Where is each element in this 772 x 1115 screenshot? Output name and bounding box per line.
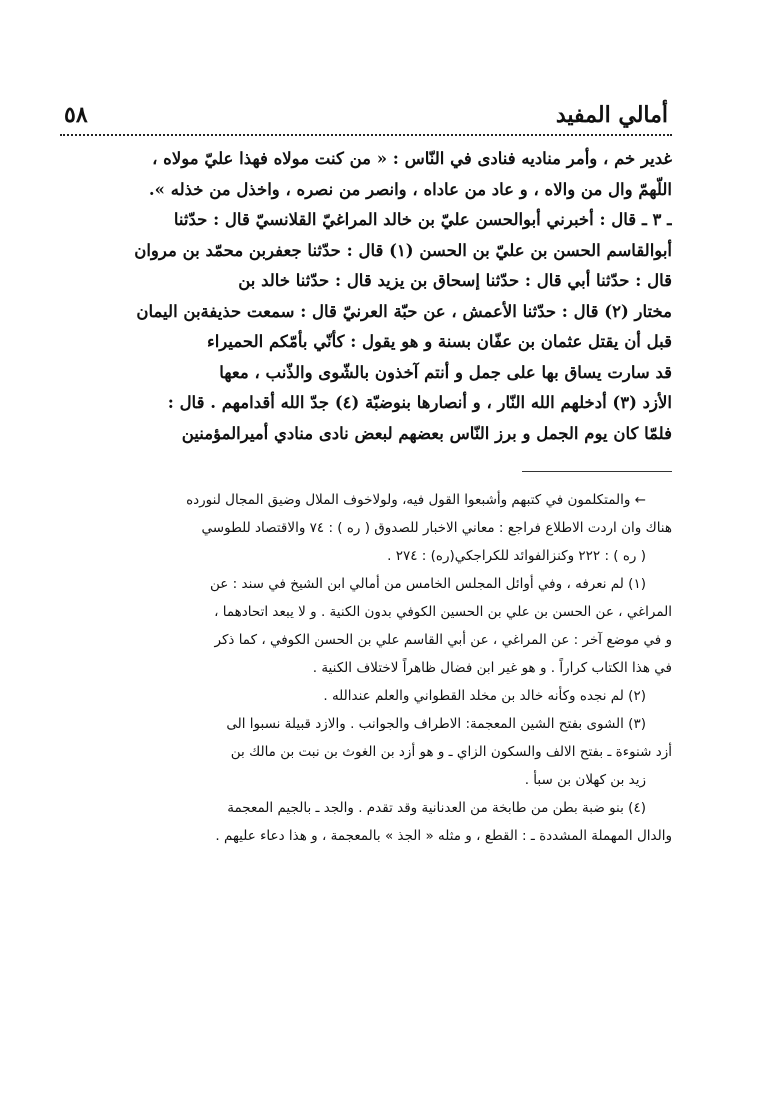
page-number: ٥٨ (64, 102, 88, 128)
main-text-line: قبل أن يقتل عثمان بن عفّان بسنة و هو يقول : كأنّي بأمّكم الحميراء (206, 332, 672, 351)
footnote-line: في هذا الكتاب كراراً . و هو غير ابن فضال ظاهراً لاختلاف الكنية . (312, 660, 672, 676)
footnote-3: (٣) الشوى بفتح الشين المعجمة: الاطراف والجوانب . والازد قبيلة نسبوا الى (226, 716, 646, 732)
main-text-line: أبوالقاسم الحسن بن عليّ بن الحسن (١) قال : حدّثنا جعفربن محمّد بن مروان (134, 240, 672, 260)
footnote-2: (٢) لم نجده وكأنه خالد بن مخلد القطواني والعلم عندالله . (323, 688, 646, 704)
footnote-line: أزد شنوءة ـ بفتح الالف والسكون الزاي ـ و هو أزد بن الغوث بن نبت بن مالك بن (230, 744, 672, 760)
main-text-line: غدير خم ، وأمر مناديه فنادى في النّاس : « من كنت مولاه فهذا عليّ مولاه ، (152, 149, 672, 168)
page-header (60, 88, 672, 128)
running-title: أمالي المفيد (555, 102, 668, 128)
main-text-line: ـ ٣ ـ قال : أخبرني أبوالحسن عليّ بن خالد المراغيّ القلانسيّ قال : حدّثنا (173, 210, 672, 229)
footnote-line: هناك وان اردت الاطلاع فراجع : معاني الاخبار للصدوق ( ره ) : ٧٤ والاقتصاد للطوسي (201, 520, 672, 536)
main-text-line: مختار (٢) قال : حدّثنا الأعمش ، عن حبّة العرنيّ قال : سمعت حذيفةبن اليمان (136, 301, 672, 321)
footnote-line: والدال المهملة المشددة ـ : القطع ، و مثله « الجذ » بالمعجمة ، و هذا دعاء عليهم . (215, 828, 672, 844)
footnote-line: المراغي ، عن الحسن بن علي بن الحسين الكوفي بدون الكنية . و لا يبعد اتحادهما ، (214, 604, 672, 620)
book-page (60, 88, 672, 1048)
main-text-line: فلمّا كان يوم الجمل و برز النّاس بعضهم لبعض نادى منادي أميرالمؤمنين (181, 423, 672, 443)
footnote-4: (٤) بنو ضبة بطن من طابخة من العدنانية وقد تقدم . والجد ـ بالجيم المعجمة (227, 800, 646, 816)
footnote-line: ( ره ) : ٢٢٢ وكنزالفوائد للكراجكي(ره) : ٢٧٤ . (387, 548, 646, 564)
footnote-1: (١) لم نعرفه ، وفي أوائل المجلس الخامس من أمالي ابن الشيخ في سند : عن (210, 576, 646, 592)
footnote-line: ← والمتكلمون في كتبهم وأشبعوا القول فيه، ولولاخوف الملال وضيق المجال لنورده (186, 492, 646, 508)
main-text-line: الأزد (٣) أدخلهم الله النّار ، و أنصارها بنوضبّة (٤) جدّ الله أقدامهم . قال : (167, 393, 672, 412)
footnotes (60, 486, 672, 850)
main-text-line: اللّهمّ وال من والاه ، و عاد من عاداه ، وانصر من نصره ، واخذل من خذله ». (148, 179, 672, 199)
footnote-separator (522, 471, 672, 472)
footnote-line: و في موضع آخر : عن المراغي ، عن أبي القاسم علي بن الحسن الكوفي ، كما ذكر (214, 632, 672, 648)
footnote-line: زيد بن كهلان بن سبأ . (524, 772, 646, 788)
main-text-line: قال : حدّثنا أبي قال : حدّثنا إسحاق بن يزيد قال : حدّثنا خالد بن (238, 271, 672, 290)
main-text (60, 144, 672, 449)
header-dotted-rule (60, 134, 672, 136)
main-text-line: قد سارت يساق بها على جمل و أنتم آخذون بالشّوى والذّنب ، معها (219, 362, 672, 382)
